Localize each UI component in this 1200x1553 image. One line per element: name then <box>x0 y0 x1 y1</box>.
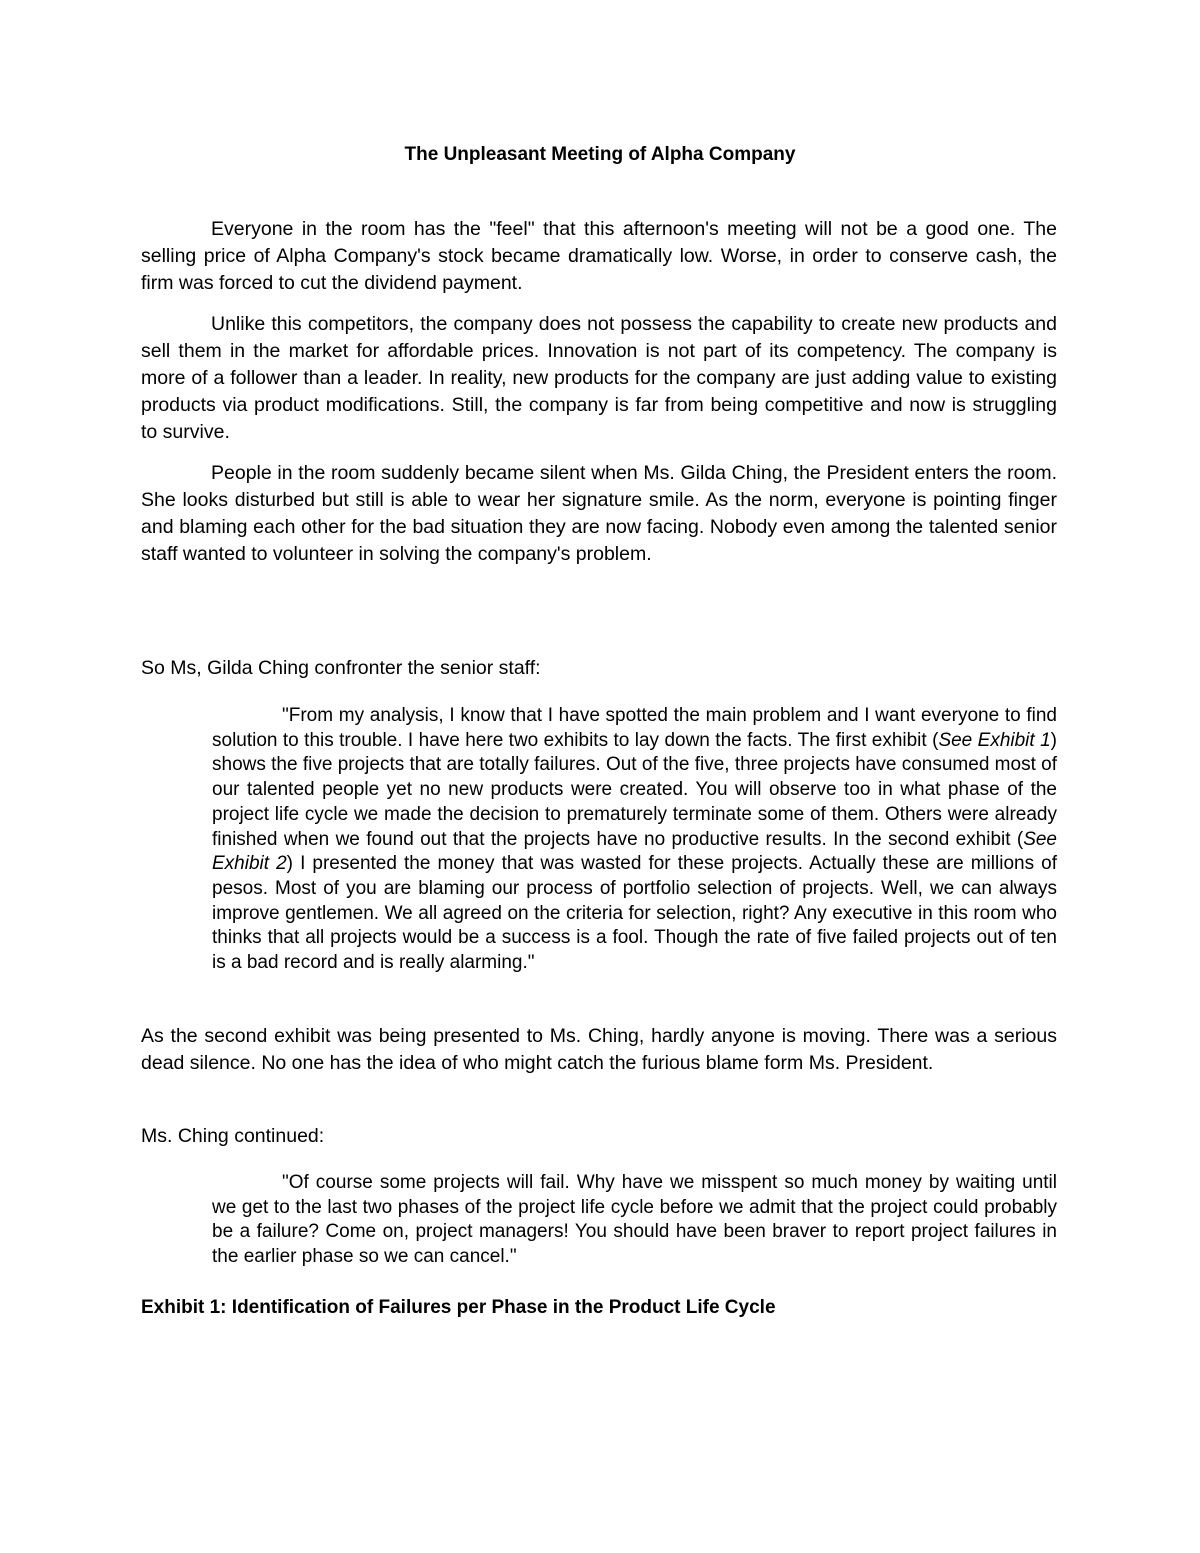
exhibit-one-heading: Exhibit 1: Identification of Failures per Phase in the Product Life Cycle <box>141 1297 776 1318</box>
exhibit-one-reference: See Exhibit 1 <box>938 729 1051 751</box>
paragraph-dead-silence: As the second exhibit was being presented to Ms. Ching, hardly anyone is moving. There was a serious dead silence. No one has the idea of who might catch the furious blame form Ms. President. <box>141 1025 1057 1074</box>
quote-part-two: ) shows the five projects that are totally failures. Out of the five, three projects have consumed most of our talented people yet no new products were created. You will observe too in what phase of the project life cycle we made the decision to prematurely terminate some of them. Others were already finished when we found out that the projects have no productive results. In the second exhibit ( <box>212 729 1057 850</box>
quote-president-analysis <box>212 704 1057 976</box>
paragraph-competitors: Unlike this competitors, the company does not possess the capability to create new products and sell them in the market for affordable prices. Innovation is not part of its competency. The company is more of a follower than a leader. In reality, new products for the company are just adding value to existing products via product modifications. Still, the company is far from being competitive and now is struggling to survive. <box>141 313 1057 443</box>
intro-quote-two: Ms. Ching continued: <box>141 1125 325 1147</box>
quote-part-three: ) I presented the money that was wasted for these projects. Actually these are millions of pesos. Most of you are blaming our process of portfolio selection of projects. Well, we can always improve gentlemen. We all agreed on the criteria for selection, right? Any executive in this room who thinks that all projects would be a success is a fool. Though the rate of five failed projects out of ten is a bad record and is really alarming." <box>212 853 1057 974</box>
exhibit-two-reference: See Exhibit 2 <box>212 828 1057 875</box>
document-title: The Unpleasant Meeting of Alpha Company <box>404 144 796 165</box>
quote-projects-fail: "Of course some projects will fail. Why have we misspent so much money by waiting until we get to the last two phases of the project life cycle before we admit that the project could probably be a failure? Come on, project managers! You should have been braver to report project failures in the earlier phase so we can cancel." <box>212 1172 1057 1268</box>
quote-part-one: "From my analysis, I know that I have spotted the main problem and I want everyone to find solution to this trouble. I have here two exhibits to lay down the facts. The first exhibit ( <box>212 705 1057 751</box>
paragraph-stock-price: Everyone in the room has the "feel" that this afternoon's meeting will not be a good one. The selling price of Alpha Company's stock became dramatically low. Worse, in order to conserve cash, the firm was forced to cut the dividend payment. <box>141 218 1057 294</box>
intro-quote-one: So Ms, Gilda Ching confronter the senior staff: <box>141 657 541 679</box>
paragraph-president-enters: People in the room suddenly became silent when Ms. Gilda Ching, the President enters the room. She looks disturbed but still is able to wear her signature smile. As the norm, everyone is pointing finger and blaming each other for the bad situation they are now facing. Nobody even among the talented senior staff wanted to volunteer in solving the company's problem. <box>141 462 1057 565</box>
